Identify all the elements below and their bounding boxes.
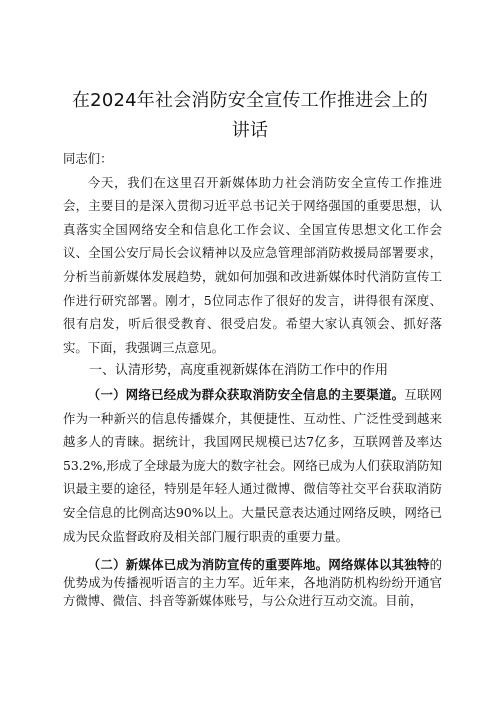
document-body <box>63 147 442 610</box>
title-line-2: 讲话 <box>231 120 269 141</box>
title-line-1: 在2024年社会消防安全宣传工作推进会上的 <box>71 90 428 111</box>
point-2-lead: （二）新媒体已成为消防宣传的重要阵地。网络媒体以其独特 <box>87 557 430 573</box>
salutation: 同志们： <box>63 151 113 166</box>
point-1-body: 互联网作为一种新兴的信息传播媒介，其便捷性、互动性、广泛性受到越来越多人的青睐。据统计，我国网民规模已达7亿多，互联网普及率达53.2%,形成了全球最为庞大的数字社会。网络已成为人们获取消防知识最主要的途径，特别是年轻人通过微博、微信等社交平台获取消防安全信息的比例高达90%以上。大量民意表达通过网络反映，网络已成为民众监督政府及相关部门履行职责的重要力量。 <box>63 386 443 544</box>
section-1-heading: 一、认清形势，高度重视新媒体在消防工作中的作用 <box>89 363 389 379</box>
document-title <box>60 86 440 146</box>
point-1-paragraph <box>63 383 442 548</box>
point-2-paragraph <box>63 556 442 610</box>
paragraph-gap <box>63 548 442 556</box>
intro-paragraph: 今天，我们在这里召开新媒体助力社会消防安全宣传工作推进会，主要目的是深入贯彻习近平总书记关于网络强国的重要思想，认真落实全国网络安全和信息化工作会议、全国宣传思想文化工作会议、全国公安厅局长会议精神以及应急管理部消防救援局部署要求，分析当前新媒体发展趋势，就如何加强和改进新媒体时代消防宣传工作进行研究部署。刚才，5位同志作了很好的发言，讲得很有深度、很有启发，听后很受教育、很受启发。希望大家认真领会、抓好落实。下面，我强调三点意见。 <box>63 174 442 355</box>
point-2-body: 的优势成为传播视听语言的主力军。近年来，各地消防机构纷纷开通官方微博、微信、抖音等新媒体账号，与公众进行互动交流。目前， <box>63 557 442 609</box>
point-1-lead: （一）网络已经成为群众获取消防安全信息的主要渠道。 <box>87 386 405 402</box>
